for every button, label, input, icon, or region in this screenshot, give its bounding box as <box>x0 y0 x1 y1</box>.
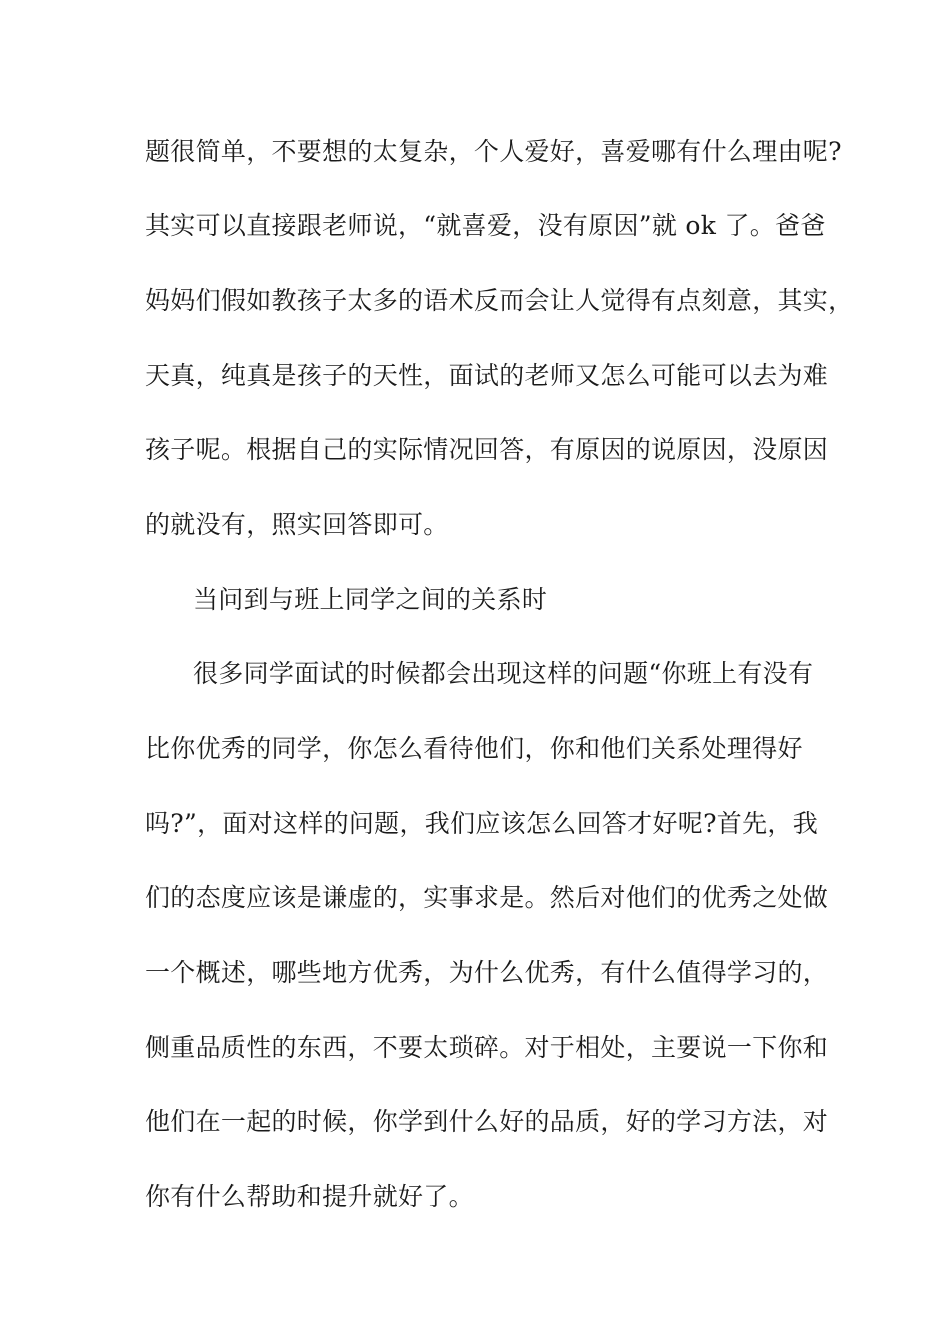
text-line: 比你优秀的同学，你怎么看待他们，你和他们关系处理得好 <box>145 734 803 763</box>
text-line: 题很简单，不要想的太复杂，个人爱好，喜爱哪有什么理由呢? <box>145 137 842 166</box>
text-line: 孩子呢。根据自己的实际情况回答，有原因的说原因，没原因 <box>145 435 829 464</box>
text-line: 吗?”，面对这样的问题，我们应该怎么回答才好呢?首先，我 <box>145 809 818 838</box>
text-line: 一个概述，哪些地方优秀，为什么优秀，有什么值得学习的， <box>145 958 829 987</box>
text-line: 其实可以直接跟老师说，“就喜爱，没有原因”就 ok 了。爸爸 <box>145 211 826 240</box>
section-heading: 当问到与班上同学之间的关系时 <box>193 585 548 614</box>
text-line: 妈妈们假如教孩子太多的语术反而会让人觉得有点刻意，其实， <box>145 286 854 315</box>
text-line: 的就没有，照实回答即可。 <box>145 510 449 539</box>
text-line: 侧重品质性的东西，不要太琐碎。对于相处，主要说一下你和 <box>145 1033 829 1062</box>
text-line: 他们在一起的时候，你学到什么好的品质，好的学习方法，对 <box>145 1107 829 1136</box>
text-line: 很多同学面试的时候都会出现这样的问题“你班上有没有 <box>193 659 814 688</box>
text-line: 你有什么帮助和提升就好了。 <box>145 1182 474 1211</box>
text-line: 天真，纯真是孩子的天性，面试的老师又怎么可能可以去为难 <box>145 361 829 390</box>
text-line: 们的态度应该是谦虚的，实事求是。然后对他们的优秀之处做 <box>145 883 829 912</box>
